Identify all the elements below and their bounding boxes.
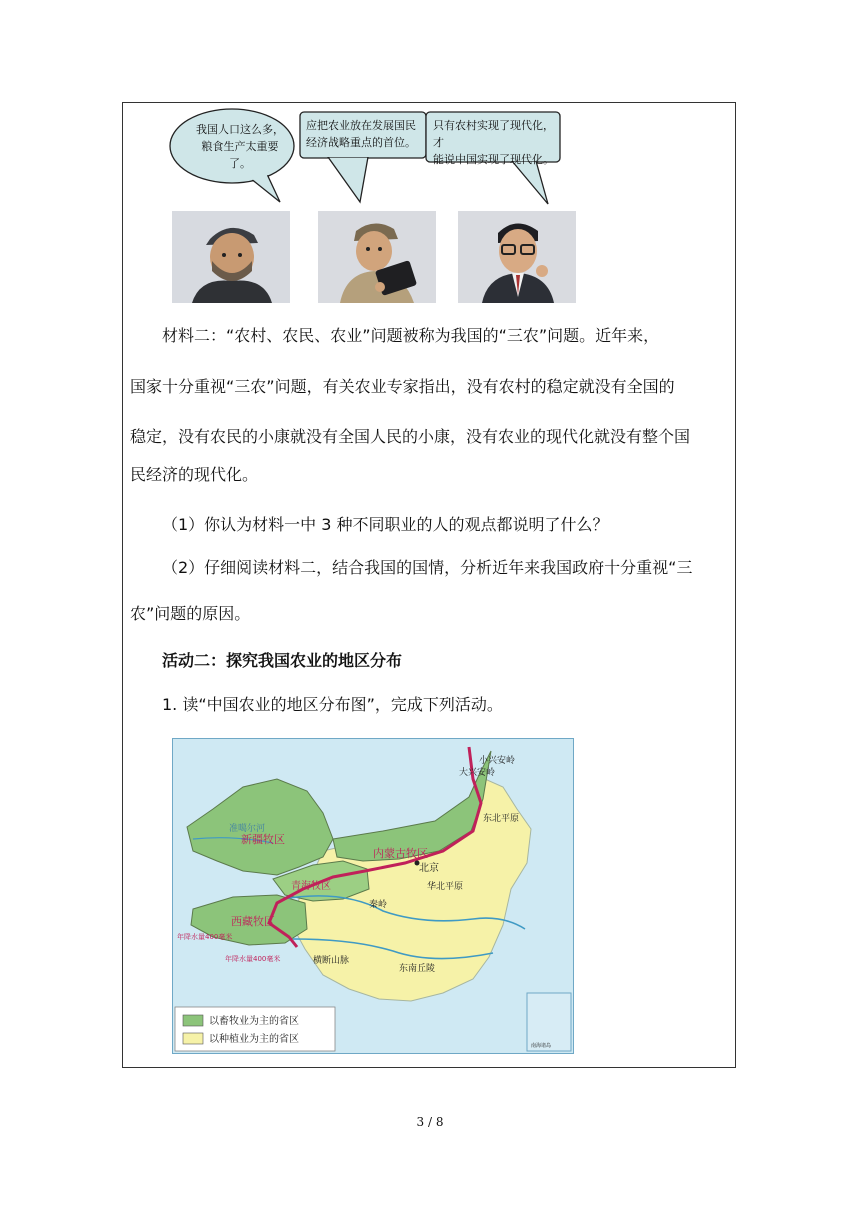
scholar-image bbox=[458, 211, 576, 303]
bubble-3-text: 只有农村实现了现代化，才 能说中国实现了现代化。 bbox=[433, 119, 554, 166]
region-label-xinjiang: 新疆牧区 bbox=[241, 833, 285, 846]
material2-line-2: 国家十分重视“三农”问题，有关农业专家指出，没有农村的稳定就没有全国的 bbox=[130, 377, 675, 396]
place-label-xiaoxinganling: 小兴安岭 bbox=[479, 756, 516, 766]
place-label-qinling: 秦岭 bbox=[369, 900, 388, 910]
activity2-title: 活动二：探究我国农业的地区分布 bbox=[162, 651, 403, 670]
region-label-xizang: 西藏牧区 bbox=[231, 915, 275, 928]
rain-line-label-1: 年降水量400毫米 bbox=[177, 933, 233, 941]
material2-line-3: 稳定，没有农民的小康就没有全国人民的小康，没有农业的现代化就没有整个国 bbox=[130, 427, 691, 446]
region-label-neimenggu: 内蒙古牧区 bbox=[373, 847, 428, 860]
place-label-dongnan-qiuling: 东南丘陵 bbox=[399, 964, 436, 974]
question-2-line-2: 农”问题的原因。 bbox=[130, 604, 251, 623]
page-number: 3 / 8 bbox=[416, 1115, 444, 1129]
legend-swatch-pastoral bbox=[183, 1015, 203, 1026]
place-label-dongbei-pingyuan: 东北平原 bbox=[483, 814, 520, 824]
question-1: （1）你认为材料一中 3 种不同职业的人的观点都说明了什么？ bbox=[162, 515, 609, 534]
inset-label: 南海诸岛 bbox=[531, 1043, 552, 1049]
farmer-image bbox=[172, 211, 290, 303]
place-label-daxinganling: 大兴安岭 bbox=[459, 768, 496, 778]
legend-label-crop: 以种植业为主的省区 bbox=[209, 1034, 299, 1045]
bubble-1-text: 我国人口这么多， 粮食生产太重要 了。 bbox=[196, 123, 284, 170]
legend-label-pastoral: 以畜牧业为主的省区 bbox=[209, 1016, 299, 1027]
question-2-line-1: （2）仔细阅读材料二，结合我国的国情，分析近年来我国政府十分重视“三 bbox=[162, 558, 693, 577]
place-label-hengduan: 横断山脉 bbox=[313, 956, 350, 966]
bubble-2-text: 应把农业放在发展国民 经济战略重点的首位。 bbox=[306, 119, 416, 149]
china-agriculture-map bbox=[172, 738, 574, 1054]
rain-line-label-2: 年降水量400毫米 bbox=[225, 955, 281, 963]
activity2-task: 1. 读“中国农业的地区分布图”，完成下列活动。 bbox=[162, 695, 503, 714]
worker-image bbox=[318, 211, 436, 303]
legend-swatch-crop bbox=[183, 1033, 203, 1044]
place-label-river: 准噶尔河 bbox=[229, 824, 266, 834]
material2-line-1: 材料二：“农村、农民、农业”问题被称为我国的“三农”问题。近年来， bbox=[162, 326, 660, 345]
region-label-qinghai: 青海牧区 bbox=[291, 881, 331, 892]
place-label-beijing: 北京 bbox=[419, 863, 439, 874]
place-label-huabei-pingyuan: 华北平原 bbox=[427, 882, 464, 892]
material2-line-4: 民经济的现代化。 bbox=[130, 465, 259, 484]
